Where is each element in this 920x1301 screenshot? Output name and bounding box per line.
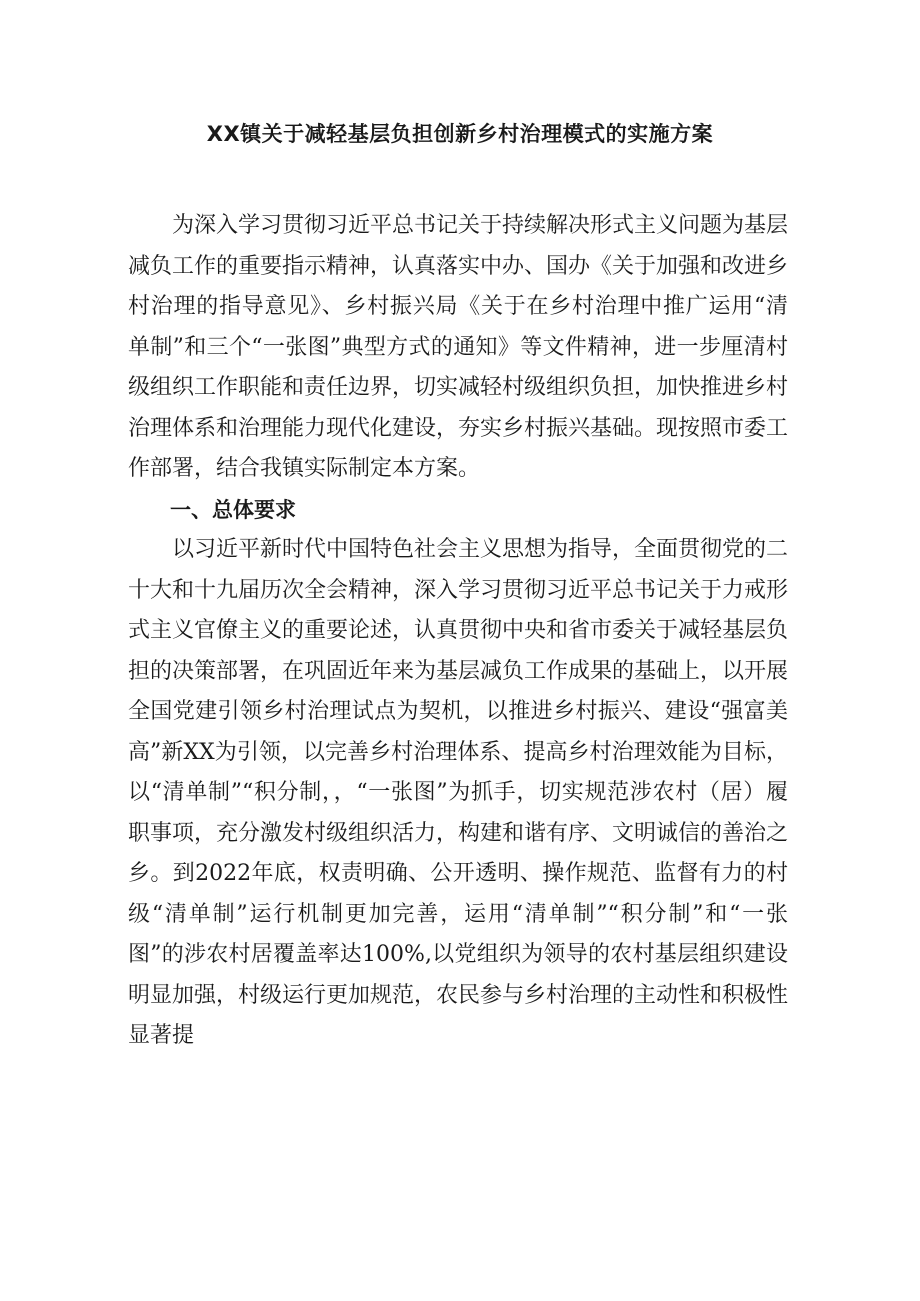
document-body [128, 206, 788, 1057]
section-heading: 一、总体要求 [170, 497, 296, 522]
document-title: XX镇关于减轻基层负担创新乡村治理模式的实施方案 [206, 122, 714, 146]
intro-paragraph: 为深入学习贯彻习近平总书记关于持续解决形式主义问题为基层减负工作的重要指示精神，认真落实中办、国办《关于加强和改进乡村治理的指导意见》、乡村振兴局《关于在乡村治理中推广运用“清单制”和三个“一张图”典型方式的通知》等文件精神，进一步厘清村级组织工作职能和责任边界，切实减轻村级组织负担，加快推进乡村治理体系和治理能力现代化建设，夯实乡村振兴基础。现按照市委工作部署，结合我镇实际制定本方案。 [128, 213, 789, 481]
section-paragraph: 以习近平新时代中国特色社会主义思想为指导，全面贯彻党的二十大和十九届历次全会精神，深入学习贯彻习近平总书记关于力戒形式主义官僚主义的重要论述，认真贯彻中央和省市委关于减轻基层负担的决策部署，在巩固近年来为基层减负工作成果的基础上，以开展全国党建引领乡村治理试点为契机，以推进乡村振兴、建设“强富美高”新XX为引领，以完善乡村治理体系、提高乡村治理效能为目标，以“清单制”“积分制，，“一张图”为抓手，切实规范涉农村（居）履职事项，充分激发村级组织活力，构建和谐有序、文明诚信的善治之乡。到2022年底，权责明确、公开透明、操作规范、监督有力的村级“清单制”运行机制更加完善，运用“清单制”“积分制”和“一张图”的涉农村居覆盖率达100%,以党组织为领导的农村基层组织建设明显加强，村级运行更加规范，农民参与乡村治理的主动性和积极性显著提 [128, 537, 789, 1048]
